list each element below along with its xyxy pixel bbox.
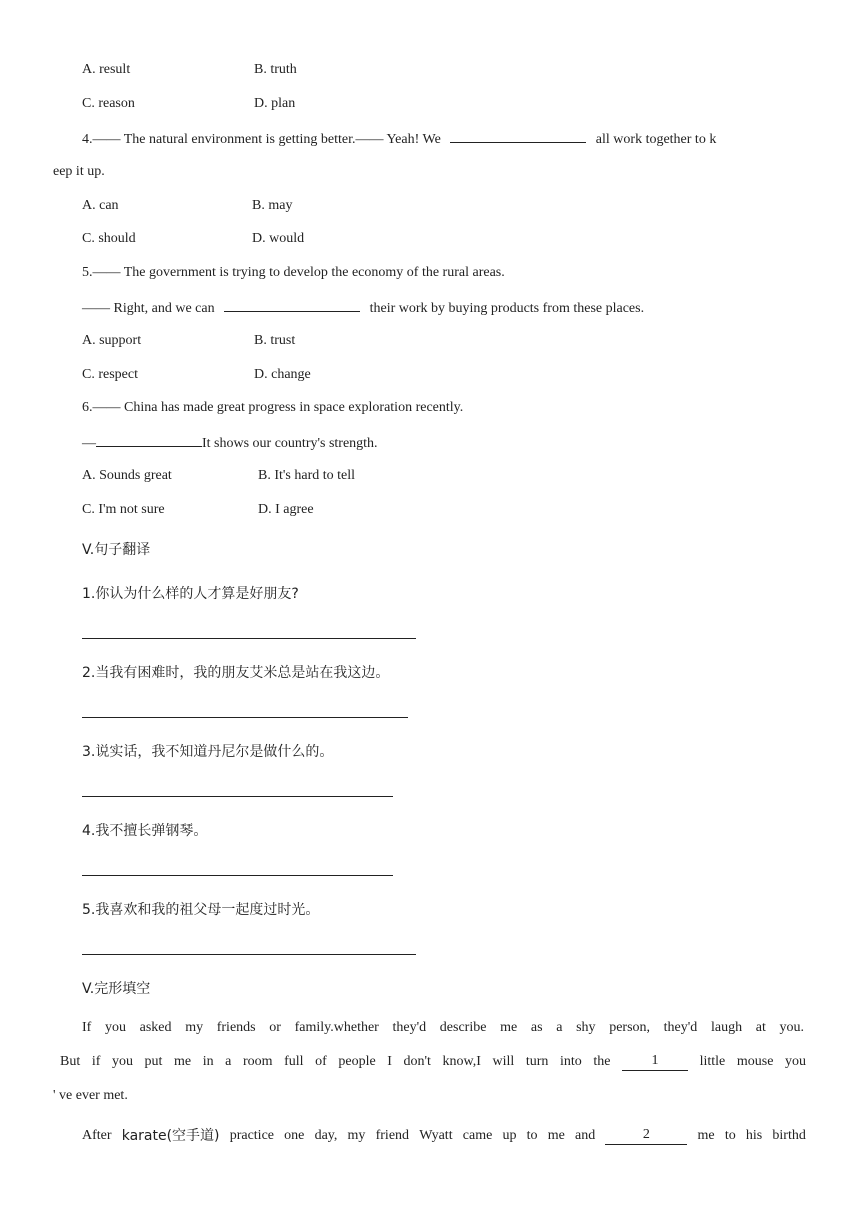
q4-stem bbox=[82, 129, 716, 149]
cloze-word: my bbox=[185, 1020, 204, 1035]
q4-stem-end: all work together to k bbox=[595, 132, 717, 147]
q6-option-d: D. I agree bbox=[258, 502, 314, 517]
q5-response-end: their work by buying products from these places. bbox=[369, 301, 645, 316]
cloze-word: person, bbox=[609, 1020, 651, 1035]
q5-option-a: A. support bbox=[82, 333, 142, 348]
translation-item-1: 1.你认为什么样的人才算是好朋友? bbox=[82, 586, 299, 602]
cloze-word: asked bbox=[139, 1020, 172, 1035]
q5-response-start: —— Right, and we can bbox=[82, 301, 215, 316]
cloze-word: describe bbox=[439, 1020, 487, 1035]
cloze-paragraph-2-line-1 bbox=[82, 1127, 806, 1145]
cloze-word: to bbox=[526, 1128, 538, 1143]
cloze-paragraph-1-line-3: ' ve ever met. bbox=[53, 1088, 128, 1103]
q4-option-d: D. would bbox=[252, 231, 305, 246]
translation-answer-line-1[interactable] bbox=[82, 638, 416, 639]
q6-response bbox=[82, 433, 378, 453]
q6-option-c: C. I'm not sure bbox=[82, 502, 165, 517]
cloze-word: don't bbox=[403, 1054, 431, 1069]
cloze-heading: V.完形填空 bbox=[82, 981, 151, 997]
cloze-word: if bbox=[91, 1054, 101, 1069]
translation-answer-line-2[interactable] bbox=[82, 717, 408, 718]
translation-item-2: 2.当我有困难时，我的朋友艾米总是站在我这边。 bbox=[82, 665, 390, 681]
cloze-word: shy bbox=[576, 1020, 596, 1035]
cloze-word: I bbox=[387, 1054, 392, 1069]
q5-response bbox=[82, 298, 644, 318]
q5-option-c: C. respect bbox=[82, 367, 138, 382]
cloze-word: his bbox=[745, 1128, 763, 1143]
cloze-word: full bbox=[284, 1054, 304, 1069]
q4-stem-start: 4.—— The natural environment is getting better.—— Yeah! We bbox=[82, 132, 441, 147]
cloze-word: and bbox=[574, 1128, 596, 1143]
cloze-word: will bbox=[492, 1054, 515, 1069]
cloze-word: the bbox=[593, 1054, 611, 1069]
cloze-word: friends bbox=[216, 1020, 256, 1035]
q4-answer-blank[interactable] bbox=[450, 129, 586, 143]
q6-response-end: It shows our country's strength. bbox=[202, 436, 378, 451]
cloze-blank-2[interactable]: 2 bbox=[605, 1127, 687, 1145]
cloze-paragraph-1-line-1 bbox=[82, 1019, 804, 1037]
cloze-word: at bbox=[755, 1020, 766, 1035]
q3-option-a: A. result bbox=[82, 62, 131, 77]
translation-item-5: 5.我喜欢和我的祖父母一起度过时光。 bbox=[82, 902, 320, 918]
q6-response-dash: — bbox=[82, 436, 96, 451]
cloze-word: you bbox=[111, 1054, 133, 1069]
cloze-word: karate(空手道) bbox=[121, 1128, 220, 1144]
q6-option-b: B. It's hard to tell bbox=[258, 468, 356, 483]
q3-option-b: B. truth bbox=[254, 62, 297, 77]
cloze-blank-1[interactable]: 1 bbox=[622, 1053, 688, 1071]
cloze-word: in bbox=[202, 1054, 214, 1069]
translation-item-3: 3.说实话，我不知道丹尼尔是做什么的。 bbox=[82, 744, 334, 760]
cloze-word: my bbox=[347, 1128, 366, 1143]
q4-option-b: B. may bbox=[252, 198, 293, 213]
cloze-word: little bbox=[699, 1054, 726, 1069]
q4-option-a: A. can bbox=[82, 198, 119, 213]
cloze-word: family.whether bbox=[294, 1020, 379, 1035]
translation-answer-line-4[interactable] bbox=[82, 875, 393, 876]
cloze-word: up bbox=[502, 1128, 517, 1143]
q6-stem: 6.—— China has made great progress in space exploration recently. bbox=[82, 400, 464, 415]
cloze-word: birthd bbox=[772, 1128, 806, 1143]
cloze-word: me bbox=[174, 1054, 192, 1069]
cloze-word: you. bbox=[779, 1020, 804, 1035]
q5-stem: 5.—— The government is trying to develop the economy of the rural areas. bbox=[82, 265, 505, 280]
cloze-word: one bbox=[284, 1128, 305, 1143]
cloze-word: me bbox=[500, 1020, 518, 1035]
cloze-word: If bbox=[82, 1020, 92, 1035]
cloze-paragraph-1-line-2 bbox=[60, 1053, 806, 1071]
translation-item-4: 4.我不擅长弹钢琴。 bbox=[82, 823, 208, 839]
cloze-word: After bbox=[82, 1128, 112, 1143]
cloze-word: into bbox=[559, 1054, 582, 1069]
q5-option-d: D. change bbox=[254, 367, 311, 382]
q3-option-c: C. reason bbox=[82, 96, 135, 111]
cloze-word: or bbox=[269, 1020, 281, 1035]
cloze-word: But bbox=[60, 1054, 81, 1069]
cloze-word: of bbox=[315, 1054, 327, 1069]
cloze-word: turn bbox=[525, 1054, 549, 1069]
translation-heading: V.句子翻译 bbox=[82, 542, 151, 558]
cloze-word: to bbox=[724, 1128, 736, 1143]
cloze-word: came bbox=[462, 1128, 493, 1143]
q4-stem-continued: eep it up. bbox=[53, 164, 105, 179]
cloze-word: mouse bbox=[736, 1054, 774, 1069]
cloze-word: a bbox=[556, 1020, 563, 1035]
cloze-word: me bbox=[697, 1128, 715, 1143]
q5-option-b: B. trust bbox=[254, 333, 296, 348]
q6-answer-blank[interactable] bbox=[96, 433, 202, 447]
translation-answer-line-5[interactable] bbox=[82, 954, 416, 955]
cloze-word: put bbox=[144, 1054, 163, 1069]
cloze-word: they'd bbox=[663, 1020, 698, 1035]
q6-option-a: A. Sounds great bbox=[82, 468, 172, 483]
q5-answer-blank[interactable] bbox=[224, 298, 360, 312]
cloze-word: room bbox=[242, 1054, 273, 1069]
cloze-word: you bbox=[785, 1054, 806, 1069]
q3-option-d: D. plan bbox=[254, 96, 296, 111]
cloze-word: laugh bbox=[710, 1020, 743, 1035]
cloze-word: practice bbox=[229, 1128, 274, 1143]
cloze-word: know,I bbox=[442, 1054, 481, 1069]
q4-option-c: C. should bbox=[82, 231, 136, 246]
cloze-word: a bbox=[225, 1054, 232, 1069]
cloze-word: Wyatt bbox=[419, 1128, 453, 1143]
cloze-word: they'd bbox=[392, 1020, 427, 1035]
cloze-word: day, bbox=[314, 1128, 338, 1143]
cloze-word: me bbox=[547, 1128, 565, 1143]
cloze-word: you bbox=[104, 1020, 126, 1035]
translation-answer-line-3[interactable] bbox=[82, 796, 393, 797]
cloze-word: people bbox=[338, 1054, 376, 1069]
cloze-word: as bbox=[530, 1020, 543, 1035]
cloze-word: friend bbox=[375, 1128, 410, 1143]
